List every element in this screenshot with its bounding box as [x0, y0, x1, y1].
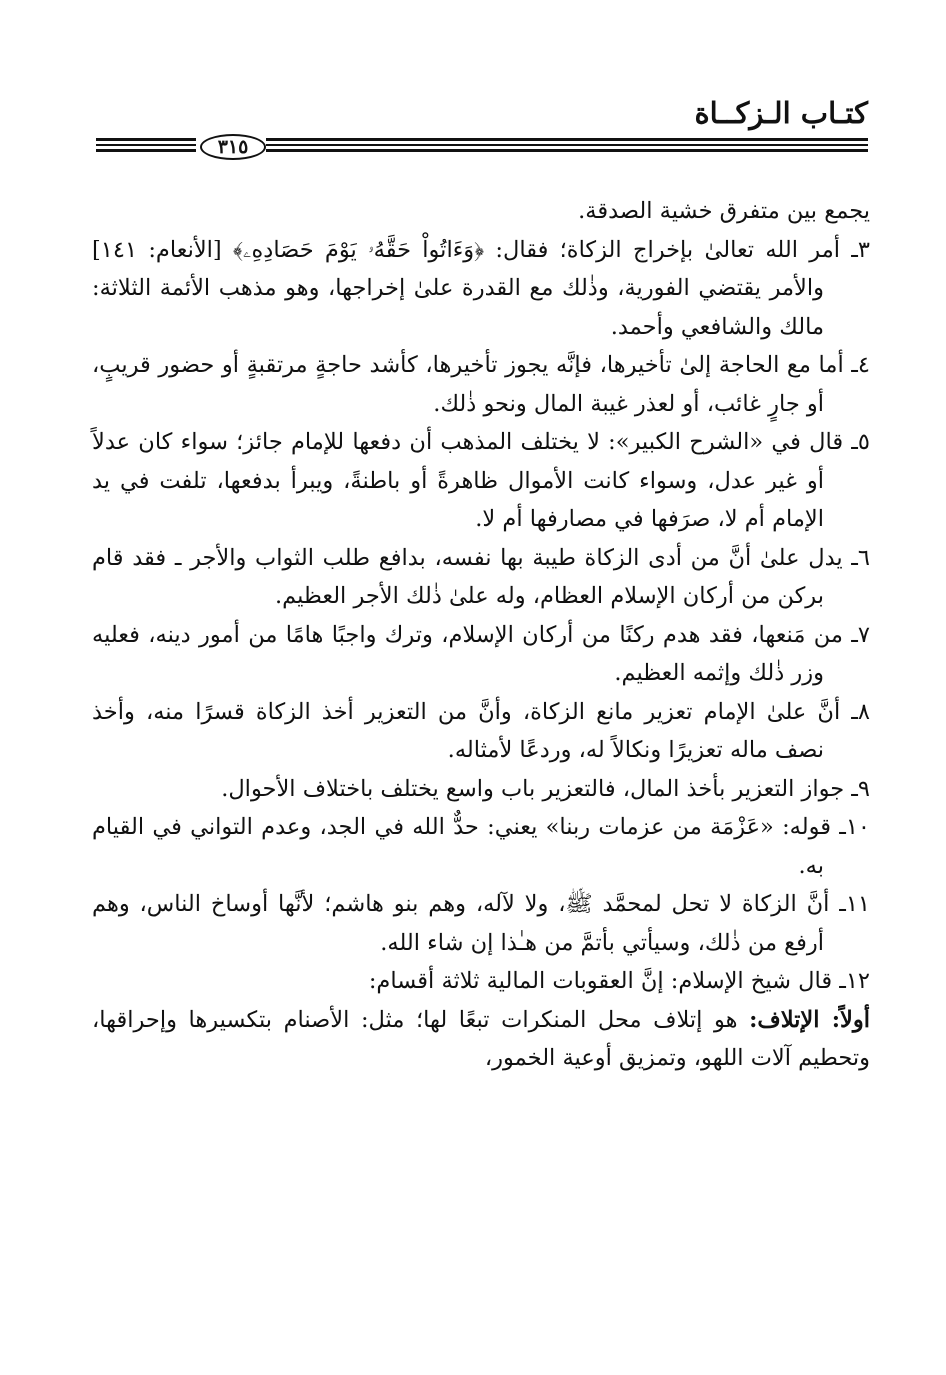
page-body — [92, 192, 870, 1078]
paragraph-item-9: ٩ـ جواز التعزير بأخذ المال، فالتعزير باب واسع يختلف باختلاف الأحوال. — [221, 775, 870, 802]
header-rule-right — [266, 138, 868, 152]
book-title: كتـاب الـزكــاة — [694, 96, 868, 130]
paragraph-item-3: ٣ـ أمر الله تعالىٰ بإخراج الزكاة؛ فقال: ﴿وَءَاتُواْ حَقَّهُۥ يَوْمَ حَصَادِهِۦ﴾ [الأنعام: ١٤١] والأمر يقتضي الفورية، وذٰلك مع القدرة علىٰ إخراجها، وهو مذهب الأئمة الثلاثة: مالك والشافعي وأحمد. — [92, 236, 870, 340]
paragraph-item-4: ٤ـ أما مع الحاجة إلىٰ تأخيرها، فإنَّه يجوز تأخيرها، كأشد حاجةٍ مرتقبةٍ أو حضور قريبٍ، أو جارٍ غائب، أو لعذر غيبة المال ونحو ذٰلك. — [92, 352, 870, 417]
header-rule — [96, 136, 868, 156]
paragraph-item-12: ١٢ـ قال شيخ الإسلام: إنَّ العقوبات المالية ثلاثة أقسام: — [368, 968, 870, 994]
page-header — [96, 96, 868, 166]
paragraph-first-section — [92, 1001, 870, 1078]
section-lead: أولاً: الإتلاف: — [749, 1006, 870, 1033]
section-text: هو إتلاف محل المنكرات تبعًا لها؛ مثل: الأصنام بتكسيرها وإحراقها، وتحطيم آلات اللهو، وتمزيق أوعية الخمور، — [92, 1006, 870, 1071]
paragraph-item-7: ٧ـ من مَنعها، فقد هدم ركنًا من أركان الإسلام، وترك واجبًا هامًا من أمور دينه، فعليه وزر ذٰلك وإثمه العظيم. — [92, 621, 870, 686]
paragraph-item-5: ٥ـ قال في «الشرح الكبير»: لا يختلف المذهب أن دفعها للإمام جائز؛ سواء كان عدلاً أو غير عدل، وسواء كانت الأموال ظاهرةً أو باطنةً، ويبرأ بدفعها، تلفت في يد الإمام أم لا، صرَفها في مصارفها أم لا. — [92, 429, 870, 532]
paragraph-continuation: يجمع بين متفرق خشية الصدقة. — [578, 198, 870, 224]
paragraph-item-11: ١١ـ أنَّ الزكاة لا تحل لمحمَّد ﷺ، ولا لآله، وهم بنو هاشم؛ لأنَّها أوساخ الناس، وهم أرفع من ذٰلك، وسيأتي بأتمَّ من هـٰذا إن شاء الله. — [92, 891, 870, 956]
paragraph-item-10: ١٠ـ قوله: «عَزْمَة من عزمات ربنا» يعني: حدٌّ الله في الجد، وعدم التواني في القيام به. — [92, 814, 870, 879]
page-number: ٣١٥ — [200, 134, 266, 160]
paragraph-item-8: ٨ـ أنَّ علىٰ الإمام تعزير مانع الزكاة، وأنَّ من التعزير أخذ الزكاة قسرًا منه، وأخذ نصف ماله تعزيرًا ونكالاً له، وردعًا لأمثاله. — [92, 698, 870, 763]
paragraph-item-6: ٦ـ يدل علىٰ أنَّ من أدى الزكاة طيبة بها نفسه، بدافع طلب الثواب والأجر ـ فقد قام بركن من أركان الإسلام العظام، وله علىٰ ذٰلك الأجر العظيم. — [92, 544, 870, 609]
header-rule-left — [96, 138, 196, 152]
